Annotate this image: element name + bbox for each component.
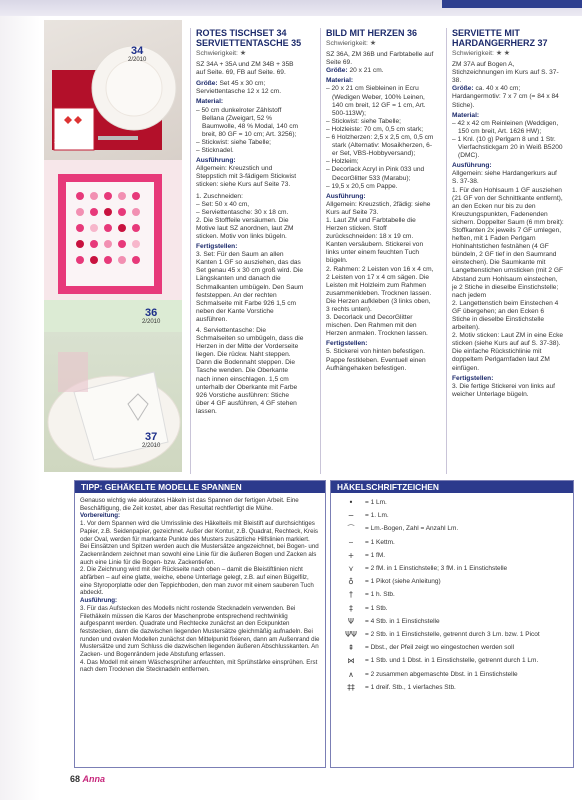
execution-text: Allgemein: siehe Hardangerkurs auf S. 37-38. xyxy=(452,170,557,186)
size-line xyxy=(326,67,434,75)
photo-column xyxy=(44,20,182,472)
difficulty: Schwierigkeit: ★ ★ xyxy=(452,50,510,57)
article-title: ROTES TISCHSET 34 SERVIETTENTASCHE 35 xyxy=(196,28,302,48)
size-label: Größe: xyxy=(196,80,218,88)
symbol-glyph: ♁ xyxy=(348,577,354,587)
difficulty: Schwierigkeit: ★ xyxy=(196,50,246,57)
photo-tag-number: 36 xyxy=(145,307,158,319)
symbol-glyph: ⌒ xyxy=(347,524,355,534)
photo-tag-issue: 2/2010 xyxy=(128,57,147,63)
article-title: BILD MIT HERZEN 36 xyxy=(326,28,418,38)
photo-tag-number: 37 xyxy=(145,431,158,443)
finish-text: 3. Set: Für den Saum an allen Kanten 1 GF so ausziehen, das das Set genau 45 x 30 cm groß wird. Die Längskanten und danach die Schmalkanten umbügeln. Den Saum feststeppen. An der rechten Schmalseite mit Farbe 926 1,5 cm neben der Kante Vorstiche ausführen. xyxy=(196,251,304,323)
material-item: – Stickwist: siehe Tabelle; xyxy=(326,117,402,125)
finish-text: 5. Stickerei von hinten befestigen. Pappe festkleben. Eventuell einen Aufhängehaken befestigen. xyxy=(326,348,426,372)
step-text: – Set: 50 x 40 cm, xyxy=(196,200,250,208)
column-divider xyxy=(446,28,447,474)
magazine-logo: Anna xyxy=(82,774,106,784)
symbol-row xyxy=(331,667,573,680)
size-label: Größe: xyxy=(452,85,474,93)
finish-heading: Fertigstellen: xyxy=(326,340,368,348)
symbol-row xyxy=(331,681,573,694)
page-footer xyxy=(70,774,105,784)
symbol-meaning: = 2 Stb. in 1 Einstichstelle, getrennt durch 3 Lm. bzw. 1 Picot xyxy=(365,630,540,638)
symbol-meaning: = 1 Stb. xyxy=(365,604,388,612)
article-napkin xyxy=(452,28,564,399)
symbol-glyph: ∧ xyxy=(348,669,354,679)
photo-tag-number: 35 xyxy=(57,127,70,139)
symbol-glyph: ⋈ xyxy=(347,656,355,666)
page-number: 68 xyxy=(70,774,81,784)
crochet-symbols-box xyxy=(330,480,574,768)
tip-exec-heading: Ausführung: xyxy=(80,597,118,605)
step-text: 2. Die Stofffeile versäumen. Die Motive laut SZ anordnen, laut ZM sticken. Motiv von links bügeln. xyxy=(196,216,294,240)
symbol-row xyxy=(331,654,573,667)
material-heading: Material: xyxy=(452,111,480,119)
symbol-meaning: = 1. Lm. xyxy=(365,512,389,520)
size-line xyxy=(452,85,564,109)
symbol-meaning: = 1 Lm. xyxy=(365,499,387,507)
tip-box xyxy=(74,480,326,768)
tip-step: 2. Die Zeichnung wird mit der Rückseite nach oben – damit die Bleistiftlinien nicht abfärben – auf eine glatte, weiche, ebene Unterlage gelegt, z.B. auf einen Bügelfilz, eine Styroporplatte oder den Teppichboden, den man zuvor mit einem sauberen Tuch abdeckt. xyxy=(80,566,314,597)
symbol-row xyxy=(331,641,573,654)
symbol-meaning: = 1 fM. xyxy=(365,551,386,559)
tip-prep-heading: Vorbereitung: xyxy=(80,512,121,520)
symbol-row xyxy=(331,615,573,628)
symbol-glyph: ‡‡ xyxy=(347,682,355,692)
size-label: Größe: xyxy=(326,67,348,75)
size-line xyxy=(196,80,304,96)
symbol-glyph: ⌣ xyxy=(348,537,354,547)
top-color-bar xyxy=(442,0,582,8)
photo-tag-issue: 2/2010 xyxy=(142,443,161,449)
symbol-meaning: = 2 zusammen abgemaschte Dbst. in 1 Einstichstelle xyxy=(365,670,518,678)
finish-heading: Fertigstellen: xyxy=(452,374,494,382)
symbols-header: HÄKELSCHRIFTZEICHEN xyxy=(331,481,573,493)
step-text: 1. Laut ZM und Farbtabelle die Herzen sticken. Stoff zurückschneiden: 18 x 19 cm. Kanten versäubern. Stickerei von links unter einem feuchten Tuch bügeln. xyxy=(326,216,424,265)
symbol-glyph: ⇞ xyxy=(347,643,355,653)
step-text: 1. Für den Hohlsaum 1 GF ausziehen (21 GF von der Schnittkante entfernt), an den Ecken nur bis zu den Kreuzungspunkten, Fadenenden sichern. Doppelter Saum (6 mm breit): Stoffkanten 2x jeweils 7 GF umlegen, heften, mit 1 Faden Perlgarn Hohlnahtstichen festnähen (4 GF bündeln, 2 GF tief in den Saumrand einstechen). Die Saumkante mit Langettenstichen umsticken (mit 2 GF Abstand zum Hohlsaum einstechen, je 2 Stiche in dieselbe Einstichstelle; nach jedem xyxy=(452,186,564,299)
top-strip xyxy=(0,0,582,16)
step-text: – Serviettentasche: 30 x 18 cm. xyxy=(196,208,289,216)
material-item: – Holzleiste: 70 cm, 0,5 cm stark; xyxy=(326,125,424,133)
material-item: – Decorlack Acryl in Pink 033 und DecorGlitter 533 (Marabu); xyxy=(326,166,425,182)
size-value: Set 45 x 30 cm; Serviettentasche 12 x 12 cm. xyxy=(196,80,282,96)
photo-tag-issue: 2/2010 xyxy=(142,319,161,325)
article-heart-picture xyxy=(326,28,434,373)
symbol-glyph: ⋎ xyxy=(348,564,354,574)
symbol-meaning: = 1 h. Stb. xyxy=(365,591,395,599)
step-text: 3. Decorlack und DecorGlitter mischen. Den Rahmen mit den Herzen anmalen. Trocknen lassen. xyxy=(326,314,428,338)
symbol-meaning: = 1 Pikot (siehe Anleitung) xyxy=(365,578,441,586)
tip-header: TIPP: GEHÄKELTE MODELLE SPANNEN xyxy=(75,481,325,493)
material-item: – 6 Holzherzen: 2,5 x 2,5 cm, 0,5 cm stark (Alternativ: Mosaikherzen, 6-er Set, VBS-Hobbyversand); xyxy=(326,134,434,158)
finish-heading: Fertigstellen: xyxy=(196,243,238,251)
step-text: 1. Zuschneiden: xyxy=(196,192,243,200)
symbol-meaning: = 2 fM. in 1 Einstichstelle; 3 fM. in 1 Einstichstelle xyxy=(365,565,508,573)
material-item: – 19,5 x 20,5 cm Pappe. xyxy=(326,182,398,190)
symbol-glyph: ‡ xyxy=(349,603,353,613)
tip-body xyxy=(75,493,325,678)
step-text: 2. Motiv sticken: Laut ZM in eine Ecke sticken (siehe Kurs auf auf S. 37-38). Die einfache Rückstichlinie mit doppeltem Perlgarnfaden laut ZM einfügen. xyxy=(452,332,564,372)
execution-text: Allgemein: Kreuzstich, 2fädig: siehe Kurs auf Seite 73. xyxy=(326,200,431,216)
symbol-glyph: + xyxy=(347,550,355,560)
symbol-meaning: = 4 Stb. in 1 Einstichstelle xyxy=(365,617,440,625)
symbol-row xyxy=(331,602,573,615)
symbol-meaning: = 1 Kettm. xyxy=(365,538,395,546)
symbol-glyph: • xyxy=(348,498,354,508)
photo-tag-number: 34 xyxy=(131,45,144,57)
execution-heading: Ausführung: xyxy=(196,157,236,165)
photo-tag-36 xyxy=(142,308,160,325)
size-value: 20 x 21 cm. xyxy=(349,67,384,75)
photo-tag-issue: 2/2010 xyxy=(54,139,73,145)
intro-text: SZ 36A, ZM 36B und Farbtabelle auf Seite 69. xyxy=(326,51,434,67)
symbol-row xyxy=(331,575,573,588)
symbol-row xyxy=(331,522,573,535)
column-divider xyxy=(320,28,321,474)
article-placemat xyxy=(196,28,304,416)
photo-heart-picture xyxy=(44,160,182,332)
material-heading: Material: xyxy=(326,77,354,85)
intro-text: ZM 37A auf Bogen A, Stichzeichnungen im Kurs auf S. 37-38. xyxy=(452,61,559,85)
finish-text: 4. Serviettentasche: Die Schmalseiten so umbügeln, dass die Herzen in der Mitte der Vorderseite liegen. Die rückw. Naht steppen. Dann die Bodennaht steppen. Die Tasche wenden. Die Oberkante nach innen einschlagen. 1,5 cm unterhalb der Oberkante mit Farbe 926 Vorstiche ausführen: Stiche über 4 GF ausführen, 4 GF stehen lassen. xyxy=(196,327,304,415)
material-item: – Stickwist: siehe Tabelle; xyxy=(196,138,272,146)
heart-picture-illustration xyxy=(44,160,182,332)
napkin-illustration xyxy=(44,332,182,472)
material-item: – 42 x 42 cm Reinleinen (Weddigen, 150 cm breit, Art. 1626 HW); xyxy=(452,119,559,135)
execution-heading: Ausführung: xyxy=(326,192,366,200)
photo-napkin xyxy=(44,332,182,472)
execution-text: Allgemein: Kreuzstich und Steppstich mit 3-fädigem Stickwist sticken: siehe Kurs auf Seite 73. xyxy=(196,165,297,189)
photo-tag-37 xyxy=(142,432,160,449)
left-margin xyxy=(0,0,40,800)
symbol-glyph: ─ xyxy=(348,511,354,521)
symbol-glyph: † xyxy=(349,590,353,600)
photo-tag-34 xyxy=(128,46,146,63)
difficulty: Schwierigkeit: ★ xyxy=(326,40,376,47)
tip-step: 4. Das Modell mit einem Wäschesprüher anfeuchten, mit Sprühstärke einsprühen. Erst nach dem Trocknen die Stecknadeln entfernen. xyxy=(80,658,318,674)
tip-intro: Genauso wichtig wie akkurates Häkeln ist das Spannen der fertigen Arbeit. Eine Beschäftigung, die Zeit kostet, aber das Resultat rechtfertigt die Mühe. xyxy=(80,497,299,512)
material-item: – 1 Knl. (10 g) Perlgarn 8 und 1 Str. Vierfachstickgarn 20 in Weiß B5200 (DMC). xyxy=(452,135,563,160)
photo-tag-35 xyxy=(54,128,72,145)
material-heading: Material: xyxy=(196,98,224,106)
symbol-row xyxy=(331,628,573,641)
column-divider xyxy=(190,28,191,474)
symbol-glyph: ΨΨ xyxy=(345,629,357,639)
symbol-row xyxy=(331,509,573,522)
symbol-meaning: = Dbst., der Pfeil zeigt wo eingestochen werden soll xyxy=(365,644,515,652)
size-value: ca. 40 x 40 cm; Hardangermotiv: 7 x 7 cm (= 84 x 84 Stiche). xyxy=(452,85,559,109)
execution-heading: Ausführung: xyxy=(452,162,492,170)
tip-step: 3. Für das Aufstecken des Modells nicht rostende Stecknadeln verwenden. Bei Filethäkeln müssen die Karos der Maschenprobe entsprechend rechtwinklig aufgespannt werden. Quadrate und Rechtecke zunächst an den Eckpunkten feststecken, dann die dazwischen liegenden Mustersätze gleichmäßig aufnadeln. Bei runden und ovalen Modellen zunächst den Mittelpunkt fixieren, dann am Außenrand die Mustersätze und zum Schluss die dazwischen liegenden äußeren Abschlusskanten. An Zacken- und Bogenrändern jede Abstufung erfassen. xyxy=(80,604,320,659)
tip-step: 1. Vor dem Spannen wird die Umrisslinie des Häkelteils mit Bleistift auf durchsichtiges Papier, z.B. Seidenpapier, gezeichnet. Außer der Kontur, z.B. Quadrat, Rechteck, Kreis oder Oval, werden für markante Punkte des Musters zusätzliche Hilfslinien markiert. Bei Einsätzen und Spitzen werden auch die Mustersätze angezeichnet, bei Bogen- und Zackenrändern zeichnet man sowohl eine Linie für die äußeren Bogen und Zacken als auch eine Linie für die Bogen- bzw. Zackentiefen. xyxy=(80,520,319,566)
symbol-row xyxy=(331,536,573,549)
material-item: – 20 x 21 cm Siebleinen in Ecru (Wedigen Weber, 100% Leinen, 140 cm breit, 12 GF = 1 cm, Art. 500-113W); xyxy=(326,85,426,117)
symbol-meaning: = Lm.-Bogen, Zahl = Anzahl Lm. xyxy=(365,525,459,533)
step-text: 2. Langettenstich beim Einstechen 4 GF übergehen; an den Ecken 6 Stiche in dieselbe Einstichstelle arbeiten). xyxy=(452,299,559,332)
symbol-glyph: Ψ xyxy=(348,616,354,626)
symbol-row xyxy=(331,562,573,575)
symbols-list xyxy=(331,493,573,694)
material-item: – Sticknadel. xyxy=(196,147,234,155)
symbol-row xyxy=(331,496,573,509)
material-item: – 50 cm dunkelroter Zählstoff Bellana (Zweigart, 52 % Baumwolle, 48 % Modal, 140 cm breit, 80 GF = 10 cm; Art. 3256); xyxy=(196,106,299,138)
symbol-meaning: = 1 dreif. Stb., 1 vierfaches Stb. xyxy=(365,683,456,691)
finish-text: 3. Die fertige Stickerei von links auf weicher Unterlage bügeln. xyxy=(452,382,555,398)
symbol-row xyxy=(331,549,573,562)
step-text: 2. Rahmen: 2 Leisten von 16 x 4 cm, 2 Leisten von 17 x 4 cm sägen. Die Leisten mit Holzleim zum Rahmen zusammenkleben. Trocknen lassen. Die Herzen aufkleben (3 links oben, 3 rechts unten). xyxy=(326,265,434,313)
intro-text: SZ 34A + 35A und ZM 34B + 35B auf Seite. 69, FB auf Seite. 69. xyxy=(196,61,294,77)
symbol-row xyxy=(331,588,573,601)
symbol-meaning: = 1 Stb. und 1 Dbst. in 1 Einstichstelle, getrennt durch 1 Lm. xyxy=(365,657,539,665)
material-item: – Holzleim; xyxy=(326,158,359,166)
article-title: SERVIETTE MIT HARDANGERHERZ 37 xyxy=(452,28,548,48)
